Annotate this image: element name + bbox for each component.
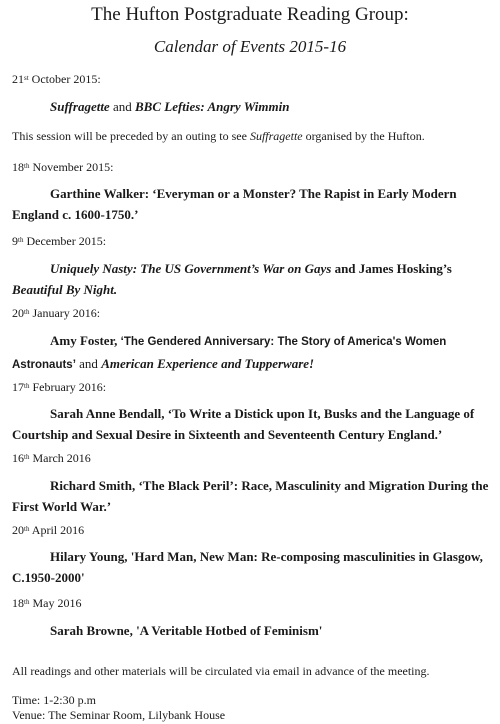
event-date-2: 18th November 2015: xyxy=(12,160,114,174)
meeting-venue: Venue: The Seminar Room, Lilybank House xyxy=(12,708,226,722)
event-entry-3: Uniquely Nasty: The US Government’s War on Gays and James Hosking’s Beautiful By Night. xyxy=(12,261,452,297)
event-entry-8: Sarah Browne, 'A Veritable Hotbed of Feminism' xyxy=(50,623,323,638)
event-entry-7: Hilary Young, 'Hard Man, New Man: Re-composing masculinities in Glasgow, C.1950-2000' xyxy=(12,549,483,585)
event-date-6: 16th March 2016 xyxy=(12,451,91,465)
event-date-8: 18th May 2016 xyxy=(12,596,82,610)
circulation-note: All readings and other materials will be circulated via email in advance of the meeting. xyxy=(12,664,430,678)
meeting-time: Time: 1-2:30 p.m xyxy=(12,693,96,707)
event-date-3: 9th December 2015: xyxy=(12,234,107,248)
event-entry-1: Suffragette and BBC Lefties: Angry Wimmin xyxy=(50,99,290,114)
event-entry-6: Richard Smith, ‘The Black Peril’: Race, Masculinity and Migration During the First World War.’ xyxy=(12,478,489,514)
event-date-1: 21st October 2015: xyxy=(12,72,101,86)
event-date-5: 17th February 2016: xyxy=(12,380,107,394)
document-subtitle: Calendar of Events 2015-16 xyxy=(153,37,347,56)
event-entry-4: Amy Foster, ‘The Gendered Anniversary: The Story of America's Women Astronauts’ and American Experience and Tupperware! xyxy=(12,333,447,371)
event-entry-2: Garthine Walker: ‘Everyman or a Monster? The Rapist in Early Modern England c. 1600-1750.’ xyxy=(12,186,457,222)
event-date-4: 20th January 2016: xyxy=(12,306,101,320)
document-title: The Hufton Postgraduate Reading Group: xyxy=(91,4,409,25)
event-entry-5: Sarah Anne Bendall, ‘To Write a Distick upon It, Busks and the Language of Courtship and Sexual Desire in Sixteenth and Seventeenth Century England.’ xyxy=(12,406,475,442)
event-note-1: This session will be preceded by an outing to see Suffragette organised by the Hufton. xyxy=(12,129,425,143)
event-date-7: 20th April 2016 xyxy=(12,523,85,537)
